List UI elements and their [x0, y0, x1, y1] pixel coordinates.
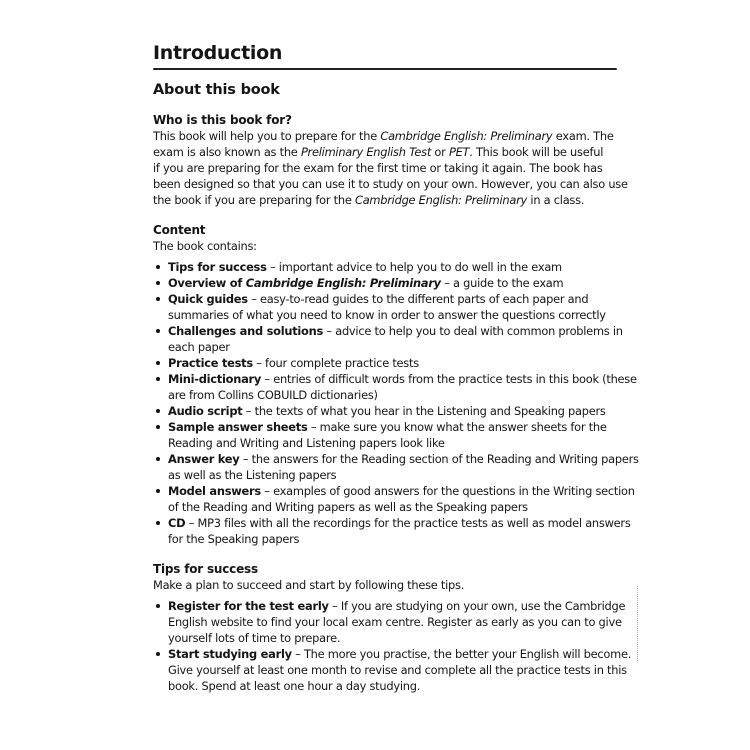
text-run: Cambridge English: Preliminary	[380, 129, 553, 143]
text-line	[168, 483, 633, 499]
bullet-icon	[156, 281, 160, 285]
text-run: – If you are studying on your own, use the Cambridge	[328, 599, 626, 613]
text-run: Give yourself at least one month to revise and complete all the practice tests in this	[168, 663, 627, 677]
section	[153, 222, 639, 547]
list-item	[153, 419, 633, 451]
text-run: – important advice to help you to do well in the exam	[266, 260, 562, 274]
list-item	[153, 451, 639, 483]
section-heading: About this book	[153, 82, 280, 98]
text-run: are from Collins COBUILD dictionaries)	[168, 388, 378, 402]
text-run: for the Speaking papers	[168, 532, 300, 546]
text-line	[168, 259, 633, 275]
text-run: Challenges and solutions	[168, 324, 324, 338]
text-run: – MP3 files with all the recordings for the practice tests as well as model answers	[185, 516, 631, 530]
bullet-list	[153, 598, 633, 694]
bullet-icon	[156, 297, 160, 301]
text-run: the book if you are preparing for the	[153, 193, 355, 207]
bullet-icon	[156, 457, 160, 461]
text-run: – the answers for the Reading section of the Reading and Writing papers	[239, 452, 639, 466]
text-line	[153, 238, 633, 254]
text-line	[168, 515, 633, 531]
section	[153, 561, 633, 694]
text-run: Start studying early	[168, 647, 292, 661]
text-run: Overview of	[168, 276, 246, 290]
text-run: Register for the test early	[168, 599, 329, 613]
text-run: Cambridge English: Preliminary	[354, 193, 528, 207]
text-run: or	[431, 145, 449, 159]
text-run: Cambridge English: Preliminary	[245, 276, 441, 290]
text-line	[168, 307, 633, 323]
text-run: – The more you practise, the better your English will become.	[291, 647, 632, 661]
text-line	[168, 291, 633, 307]
bullet-icon	[156, 409, 160, 413]
text-run: Make a plan to succeed and start by following these tips.	[153, 578, 465, 592]
list-item	[153, 323, 633, 355]
sections	[153, 112, 639, 694]
text-run: Model answers	[168, 484, 261, 498]
text-run: CD	[168, 516, 186, 530]
text-run: The book contains:	[153, 239, 257, 253]
text-line	[168, 662, 633, 678]
bullet-icon	[156, 489, 160, 493]
text-run: PET	[448, 145, 470, 159]
text-run: summaries of what you need to know in order to answer the questions correctly	[168, 308, 606, 322]
text-line	[168, 614, 633, 630]
text-line	[168, 419, 633, 435]
text-run: Answer key	[168, 452, 240, 466]
text-line	[153, 577, 633, 593]
text-line	[168, 435, 633, 451]
text-run: each paper	[168, 340, 230, 354]
subsection-title: Content	[153, 223, 206, 237]
text-line	[168, 355, 633, 371]
text-run: English website to find your local exam centre. Register as early as you can to give	[168, 615, 622, 629]
text-run: This book will help you to prepare for the	[153, 129, 381, 143]
list-item	[153, 355, 633, 371]
text-run: Practice tests	[168, 356, 253, 370]
list-item	[153, 275, 633, 291]
bullet-icon	[156, 652, 160, 656]
text-run: – easy-to-read guides to the different parts of each paper and	[247, 292, 589, 306]
bullet-list	[153, 259, 639, 547]
text-run: in a class.	[527, 193, 585, 207]
list-item	[153, 291, 633, 323]
text-run: been designed so that you can use it to study on your own. However, you can also use	[153, 177, 628, 191]
text-run: Tips for success	[168, 260, 267, 274]
text-line	[168, 467, 633, 483]
text-run: book. Spend at least one hour a day studying.	[168, 679, 421, 693]
bullet-icon	[156, 425, 160, 429]
text-line	[168, 630, 633, 646]
text-run: – examples of good answers for the questions in the Writing section	[260, 484, 635, 498]
text-run: Mini-dictionary	[168, 372, 262, 386]
document-page	[153, 40, 639, 694]
text-line	[168, 371, 637, 387]
text-run: – the texts of what you hear in the Listening and Speaking papers	[242, 404, 606, 418]
text-run: Audio script	[168, 404, 243, 418]
text-line	[168, 451, 639, 467]
text-line	[168, 387, 633, 403]
text-line	[168, 598, 633, 614]
bullet-icon	[156, 265, 160, 269]
text-line	[168, 275, 633, 291]
text-line	[153, 192, 633, 208]
text-run: – advice to help you to deal with common problems in	[323, 324, 623, 338]
page-title: Introduction	[153, 42, 283, 64]
text-run: Preliminary English Test	[300, 145, 432, 159]
text-run: . This book will be useful	[469, 145, 604, 159]
text-line	[168, 531, 633, 547]
text-line	[168, 646, 633, 662]
list-item	[153, 598, 633, 646]
title-rule	[153, 68, 617, 70]
list-item	[153, 403, 633, 419]
text-run: – make sure you know what the answer sheets for the	[307, 420, 607, 434]
text-line	[153, 160, 633, 176]
bullet-icon	[156, 604, 160, 608]
text-line	[153, 128, 633, 144]
text-run: of the Reading and Writing papers as well as the Speaking papers	[168, 500, 528, 514]
bullet-icon	[156, 521, 160, 525]
scan-artifact	[637, 586, 639, 661]
text-run: Sample answer sheets	[168, 420, 308, 434]
text-line	[153, 144, 633, 160]
text-run: yourself lots of time to prepare.	[168, 631, 341, 645]
text-line	[153, 176, 633, 192]
subsection-title: Tips for success	[153, 562, 258, 576]
text-line	[168, 339, 633, 355]
text-run: Quick guides	[168, 292, 248, 306]
text-run: exam is also known as the	[153, 145, 301, 159]
bullet-icon	[156, 361, 160, 365]
text-run: – four complete practice tests	[252, 356, 419, 370]
list-item	[153, 515, 633, 547]
text-run: – entries of difficult words from the practice tests in this book (these	[261, 372, 637, 386]
text-line	[168, 403, 633, 419]
text-run: – a guide to the exam	[440, 276, 564, 290]
list-item	[153, 259, 633, 275]
subsection-title: Who is this book for?	[153, 113, 292, 127]
list-item	[153, 371, 637, 403]
text-run: exam. The	[552, 129, 614, 143]
bullet-icon	[156, 377, 160, 381]
text-line	[168, 323, 633, 339]
text-run: as well as the Listening papers	[168, 468, 337, 482]
list-item	[153, 646, 633, 694]
bullet-icon	[156, 329, 160, 333]
list-item	[153, 483, 633, 515]
section	[153, 112, 633, 208]
text-run: if you are preparing for the exam for the first time or taking it again. The book has	[153, 161, 603, 175]
text-run: Reading and Writing and Listening papers look like	[168, 436, 445, 450]
text-line	[168, 678, 633, 694]
text-line	[168, 499, 633, 515]
